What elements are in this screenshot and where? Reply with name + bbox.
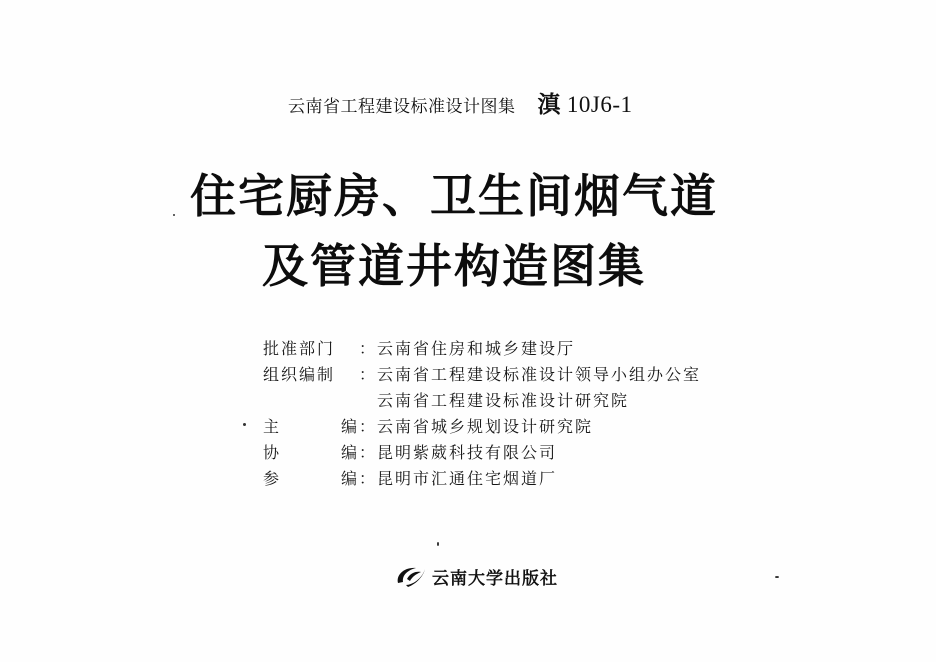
credit-label-char: 编 bbox=[340, 469, 359, 488]
credit-value: 昆明紫葳科技有限公司 bbox=[377, 443, 558, 462]
credit-row-participant bbox=[263, 466, 701, 492]
credit-label-char: 参 bbox=[263, 469, 282, 488]
scan-speck bbox=[243, 423, 246, 426]
credit-row-approval bbox=[263, 336, 701, 362]
credit-label-spaced bbox=[263, 440, 359, 466]
credit-value: 云南省工程建设标准设计领导小组办公室 bbox=[377, 365, 702, 384]
credit-label-char: 编 bbox=[340, 417, 359, 436]
credit-label-char: 编 bbox=[340, 443, 359, 462]
credit-value: 云南省城乡规划设计研究院 bbox=[377, 417, 594, 436]
series-code-number: 10J6-1 bbox=[566, 92, 633, 117]
credits-block bbox=[263, 336, 701, 492]
credit-label-spaced bbox=[263, 466, 359, 492]
credit-colon: ： bbox=[359, 339, 378, 358]
credit-row-chief-editor bbox=[263, 414, 701, 440]
credit-value: 云南省住房和城乡建设厅 bbox=[377, 339, 576, 358]
credit-label: 批准部门 bbox=[263, 339, 336, 358]
series-name: 云南省工程建设标准设计图集 bbox=[288, 97, 516, 117]
credit-value: 云南省工程建设标准设计研究院 bbox=[377, 391, 630, 410]
credit-label-char: 主 bbox=[263, 417, 282, 436]
scan-speck bbox=[775, 576, 779, 578]
publisher-logo-icon bbox=[394, 563, 428, 589]
series-code bbox=[537, 86, 632, 119]
credit-row-co-editor bbox=[263, 440, 701, 466]
credit-row-organizer bbox=[263, 362, 701, 414]
series-header bbox=[288, 86, 633, 119]
credit-label-spaced bbox=[263, 414, 359, 440]
scan-speck bbox=[437, 542, 439, 546]
credit-label: 组织编制 bbox=[263, 365, 336, 384]
credit-colon: ： bbox=[359, 417, 378, 436]
credit-value: 昆明市汇通住宅烟道厂 bbox=[377, 469, 558, 488]
publisher-name: 云南大学出版社 bbox=[432, 568, 558, 589]
series-code-char: 滇 bbox=[537, 91, 561, 118]
credit-colon: ： bbox=[359, 365, 378, 384]
credit-label-char: 协 bbox=[263, 443, 282, 462]
publisher bbox=[394, 563, 558, 589]
credit-colon: ： bbox=[359, 443, 378, 462]
scan-speck bbox=[173, 214, 175, 216]
main-title-line-1: 住宅厨房、卫生间烟气道 bbox=[190, 169, 718, 223]
credit-colon: ： bbox=[359, 469, 378, 488]
main-title-line-2: 及管道井构造图集 bbox=[262, 239, 646, 293]
